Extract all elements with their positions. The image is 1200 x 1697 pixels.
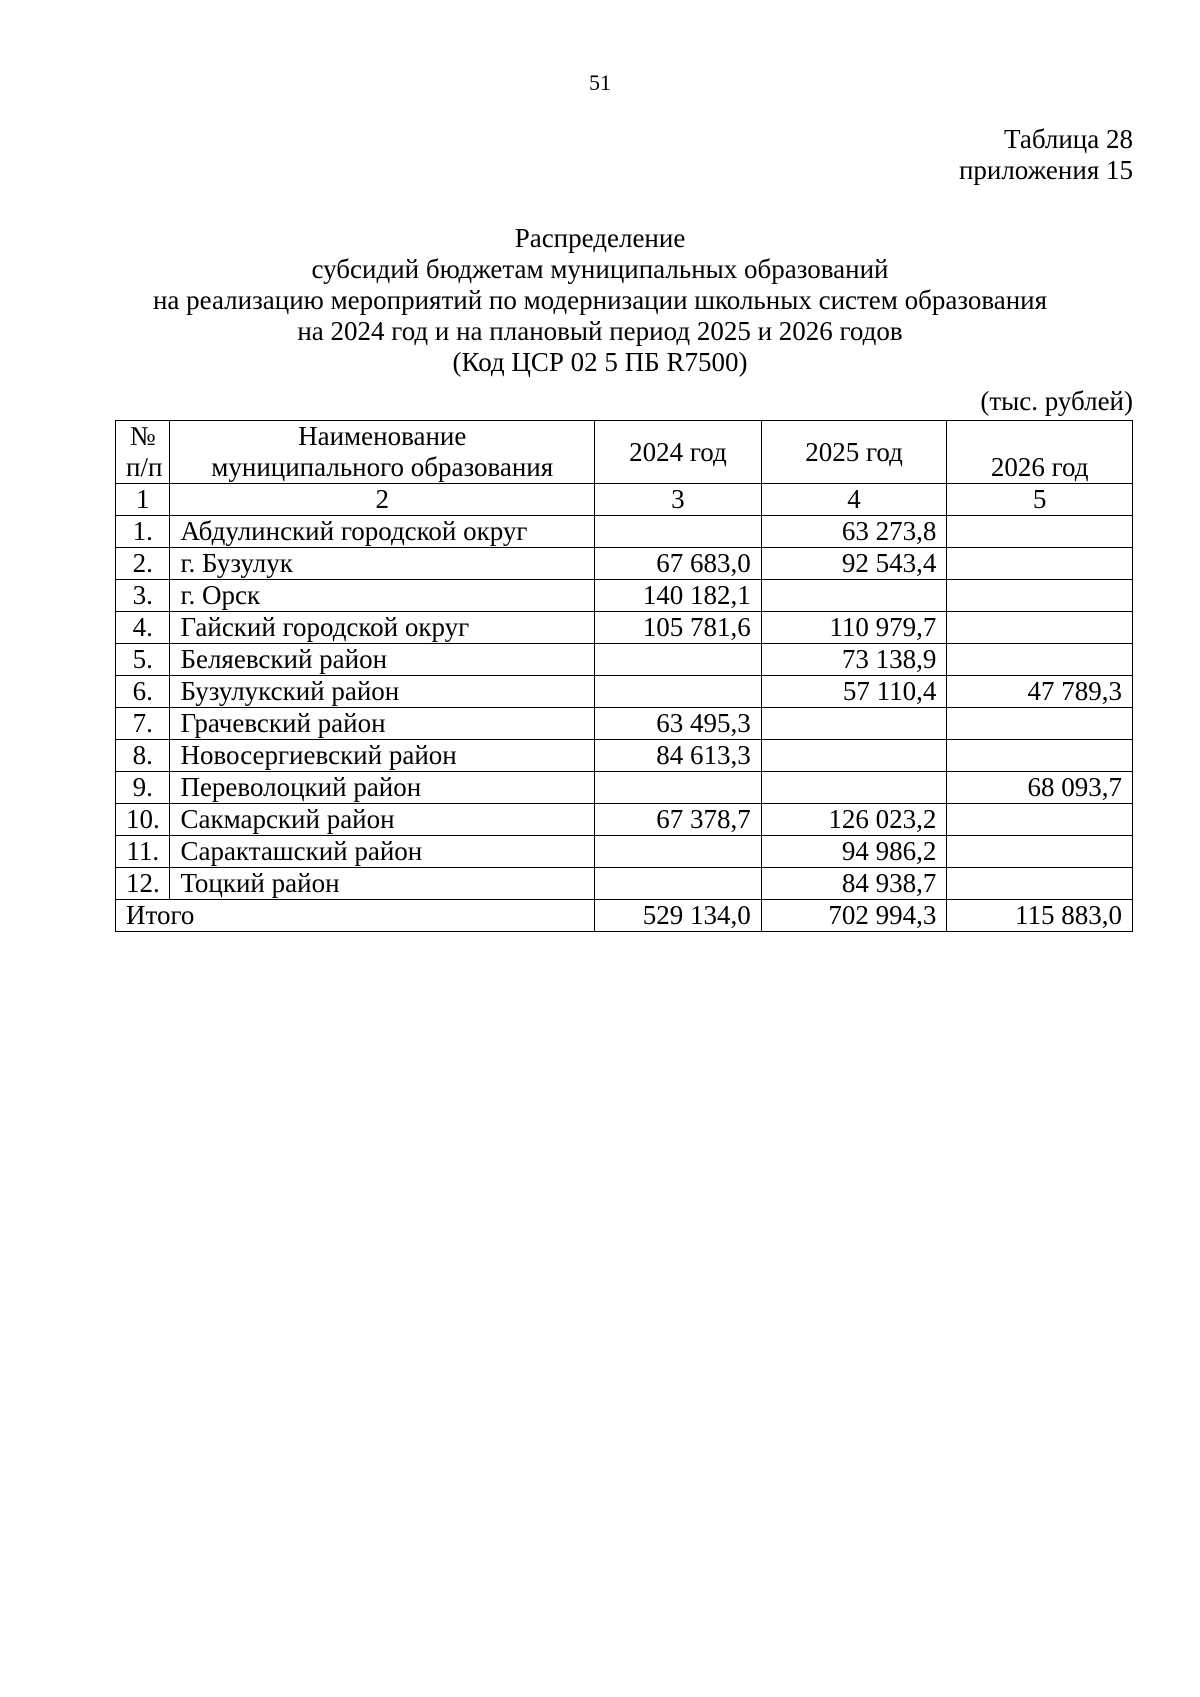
amount-2025: 57 110,4 (761, 676, 947, 708)
amount-2024 (595, 676, 762, 708)
municipality-name: Новосергиевский район (170, 740, 595, 772)
column-numbers-row (116, 484, 1133, 516)
row-number: 9. (116, 772, 170, 804)
row-number: 6. (116, 676, 170, 708)
amount-2026: 68 093,7 (947, 772, 1133, 804)
amount-2024 (595, 644, 762, 676)
header-name-line1: Наименование (298, 421, 467, 451)
amount-2026 (947, 580, 1133, 612)
header-name (170, 421, 595, 484)
header-year-2024: 2024 год (595, 421, 762, 484)
column-number: 1 (116, 484, 170, 516)
municipality-name: Бузулукский район (170, 676, 595, 708)
municipality-name: Грачевский район (170, 708, 595, 740)
municipality-name: Абдулинский городской округ (170, 516, 595, 548)
header-year-2026: 2026 год (947, 421, 1133, 484)
amount-2024: 67 378,7 (595, 804, 762, 836)
row-number: 8. (116, 740, 170, 772)
row-number: 1. (116, 516, 170, 548)
header-number-line1: № (129, 421, 156, 451)
municipality-name: Гайский городской округ (170, 612, 595, 644)
distribution-table (115, 420, 1133, 932)
header-name-line2: муниципального образования (211, 452, 554, 482)
amount-2026: 47 789,3 (947, 676, 1133, 708)
amount-2025: 92 543,4 (761, 548, 947, 580)
table-row (116, 772, 1133, 804)
amount-2024 (595, 836, 762, 868)
row-number: 5. (116, 644, 170, 676)
header-number-line2: п/п (126, 452, 163, 482)
amount-2026 (947, 868, 1133, 900)
municipality-name: Переволоцкий район (170, 772, 595, 804)
amount-2025: 94 986,2 (761, 836, 947, 868)
amount-2024: 63 495,3 (595, 708, 762, 740)
municipality-name: г. Бузулук (170, 548, 595, 580)
table-row (116, 612, 1133, 644)
amount-2024 (595, 772, 762, 804)
row-number: 11. (116, 836, 170, 868)
amount-2024: 105 781,6 (595, 612, 762, 644)
total-2024: 529 134,0 (595, 900, 762, 932)
amount-2026 (947, 644, 1133, 676)
row-number: 2. (116, 548, 170, 580)
table-reference-line1: Таблица 28 (1004, 124, 1133, 154)
column-number: 3 (595, 484, 762, 516)
row-number: 7. (116, 708, 170, 740)
amount-2024: 84 613,3 (595, 740, 762, 772)
table-header-row (116, 421, 1133, 484)
table-row (116, 676, 1133, 708)
column-number: 4 (761, 484, 947, 516)
title-line3: на реализацию мероприятий по модернизации школьных систем образования (152, 285, 1048, 315)
municipality-name: Беляевский район (170, 644, 595, 676)
amount-2025: 126 023,2 (761, 804, 947, 836)
table-row (116, 548, 1133, 580)
amount-2024: 67 683,0 (595, 548, 762, 580)
table-row (116, 836, 1133, 868)
column-number: 5 (947, 484, 1133, 516)
amount-2026 (947, 708, 1133, 740)
table-reference (959, 124, 1133, 186)
table-row (116, 868, 1133, 900)
amount-2025: 84 938,7 (761, 868, 947, 900)
total-label: Итого (116, 900, 595, 932)
municipality-name: г. Орск (170, 580, 595, 612)
amount-2025 (761, 580, 947, 612)
row-number: 3. (116, 580, 170, 612)
page-number: 51 (589, 70, 611, 95)
amount-2025: 63 273,8 (761, 516, 947, 548)
row-number: 4. (116, 612, 170, 644)
units-label: (тыс. рублей) (980, 386, 1133, 416)
amount-2024 (595, 516, 762, 548)
amount-2026 (947, 548, 1133, 580)
title-line1: Распределение (514, 223, 686, 253)
amount-2024 (595, 868, 762, 900)
header-number (116, 421, 170, 484)
document-title (0, 223, 1200, 378)
table-row (116, 516, 1133, 548)
amount-2025 (761, 740, 947, 772)
total-row (116, 900, 1133, 932)
amount-2025: 110 979,7 (761, 612, 947, 644)
amount-2026 (947, 612, 1133, 644)
row-number: 10. (116, 804, 170, 836)
title-line4: на 2024 год и на плановый период 2025 и 2026 годов (297, 316, 903, 346)
total-2025: 702 994,3 (761, 900, 947, 932)
amount-2025 (761, 772, 947, 804)
row-number: 12. (116, 868, 170, 900)
amount-2024: 140 182,1 (595, 580, 762, 612)
amount-2025 (761, 708, 947, 740)
amount-2026 (947, 516, 1133, 548)
total-2026: 115 883,0 (947, 900, 1133, 932)
title-line2: субсидий бюджетам муниципальных образований (311, 254, 889, 284)
amount-2025: 73 138,9 (761, 644, 947, 676)
amount-2026 (947, 740, 1133, 772)
column-number: 2 (170, 484, 595, 516)
table-row (116, 580, 1133, 612)
table-row (116, 708, 1133, 740)
municipality-name: Саракташский район (170, 836, 595, 868)
table-row (116, 804, 1133, 836)
table-row (116, 644, 1133, 676)
municipality-name: Сакмарский район (170, 804, 595, 836)
amount-2026 (947, 836, 1133, 868)
title-line5: (Код ЦСР 02 5 ПБ R7500) (452, 347, 748, 377)
header-year-2025: 2025 год (761, 421, 947, 484)
table-row (116, 740, 1133, 772)
municipality-name: Тоцкий район (170, 868, 595, 900)
amount-2026 (947, 804, 1133, 836)
table-reference-line2: приложения 15 (958, 155, 1133, 185)
